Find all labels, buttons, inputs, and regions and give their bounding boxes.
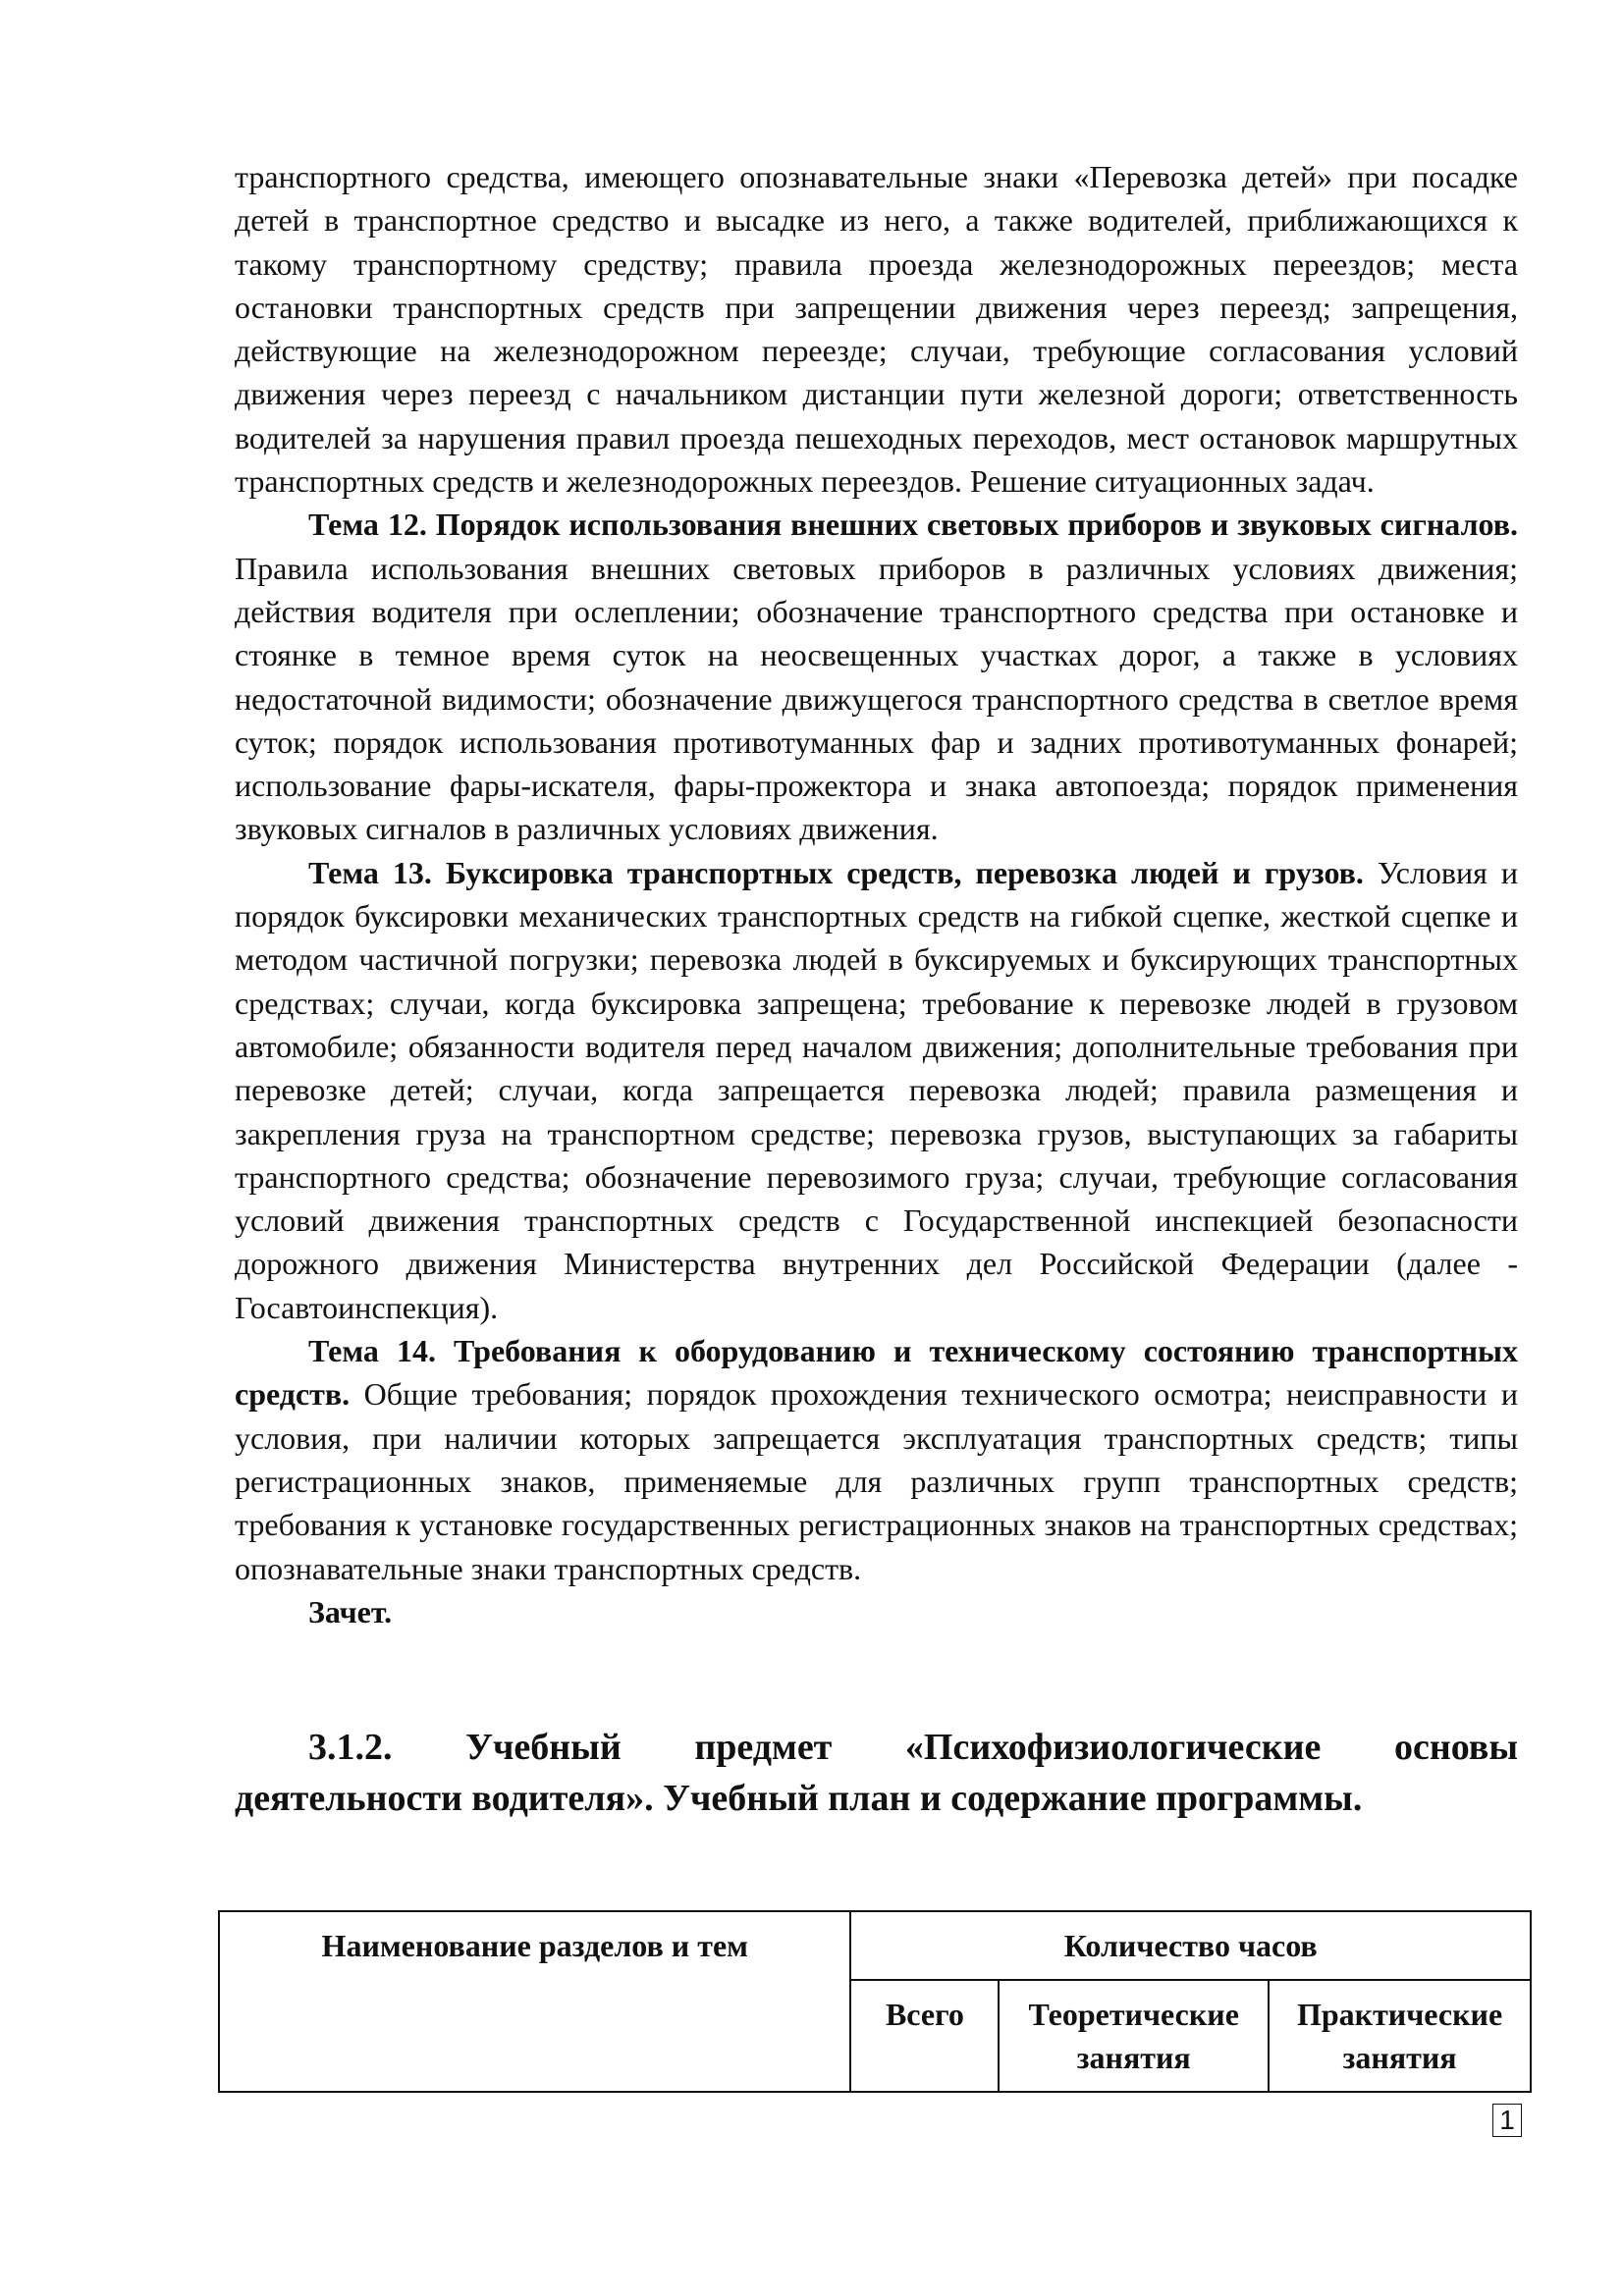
credit-label: Зачет. [308,1593,393,1629]
header-total: Всего [850,1980,999,2092]
topic-14-paragraph [235,1329,1518,1590]
topic-13-text: Условия и порядок буксировки механических транспортных средств на гибкой сцепке, жесткой сцепке и методом частичной погрузки; перевозка людей в буксируемых и буксирующих транспортных средствах; случаи, когда буксировка запрещена; требование к перевозке людей в грузовом автомобиле; обязанности водителя перед началом движения; дополнительные требования при перевозке детей; случаи, когда запрещается перевозка людей; правила размещения и закрепления груза на транспортном средстве; перевозка грузов, выступающих за габариты транспортного средства; обозначение перевозимого груза; случаи, требующие согласования условий движения транспортных средств с Государственной инспекцией безопасности дорожного движения Министерства внутренних дел Российской Федерации (далее - Госавтоинспекция). [235,854,1519,1325]
header-practice: Практические занятия [1269,1980,1531,2092]
header-theory: Теоретические занятия [999,1980,1269,2092]
topic-12-paragraph [235,503,1518,850]
credit-paragraph [235,1590,1518,1633]
section-heading-line1: 3.1.2. Учебный предмет «Психофизиологические основы [308,1727,1518,1768]
section-heading-line2: деятельности водителя». Учебный план и содержание программы. [235,1778,1363,1819]
body-text [235,155,1518,1633]
section-heading [235,1722,1518,1824]
curriculum-table [218,1910,1532,2093]
table-header-row [219,1911,1531,1980]
page-number: 1 [1492,2104,1522,2137]
topic-14-text: Общие требования; порядок прохождения технического осмотра; неисправности и условия, при наличии которых запрещается эксплуатация транспортных средств; типы регистрационных знаков, применяемые для различных групп транспортных средств; требования к установке государственных регистрационных знаков на транспортных средствах; опознавательные знаки транспортных средств. [235,1376,1518,1586]
topic-14-title: Тема 14. Требования к оборудованию и техническому состоянию транспортных средств. [235,1333,1518,1413]
topic-12-title: Тема 12. Порядок использования внешних световых приборов и звуковых сигналов. [308,507,1518,543]
paragraph-continuation: транспортного средства, имеющего опознавательные знаки «Перевозка детей» при посадке детей в транспортное средство и высадке из него, а также водителей, приближающихся к такому транспортному средству; правила проезда железнодорожных переездов; места остановки транспортных средств при запрещении движения через переезд; запрещения, действующие на железнодорожном переезде; случаи, требующие согласования условий движения через переезд с начальником дистанции пути железной дороги; ответственность водителей за нарушения правил проезда пешеходных переходов, мест остановок маршрутных транспортных средств и железнодорожных переездов. Решение ситуационных задач. [235,159,1518,500]
header-sections-topics: Наименование разделов и тем [219,1911,850,2092]
topic-12-text: Правила использования внешних световых приборов в различных условиях движения; действия водителя при ослеплении; обозначение транспортного средства при остановке и стоянке в темное время суток на неосвещенных участках дорог, а также в условиях недостаточной видимости; обозначение движущегося транспортного средства в светлое время суток; порядок использования противотуманных фар и задних противотуманных фонарей; использование фары-искателя, фары-прожектора и знака автопоезда; порядок применения звуковых сигналов в различных условиях движения. [235,550,1518,847]
header-hours: Количество часов [850,1911,1531,1980]
topic-13-paragraph [235,851,1518,1329]
topic-13-title: Тема 13. Буксировка транспортных средств, перевозка людей и грузов. [308,854,1364,890]
